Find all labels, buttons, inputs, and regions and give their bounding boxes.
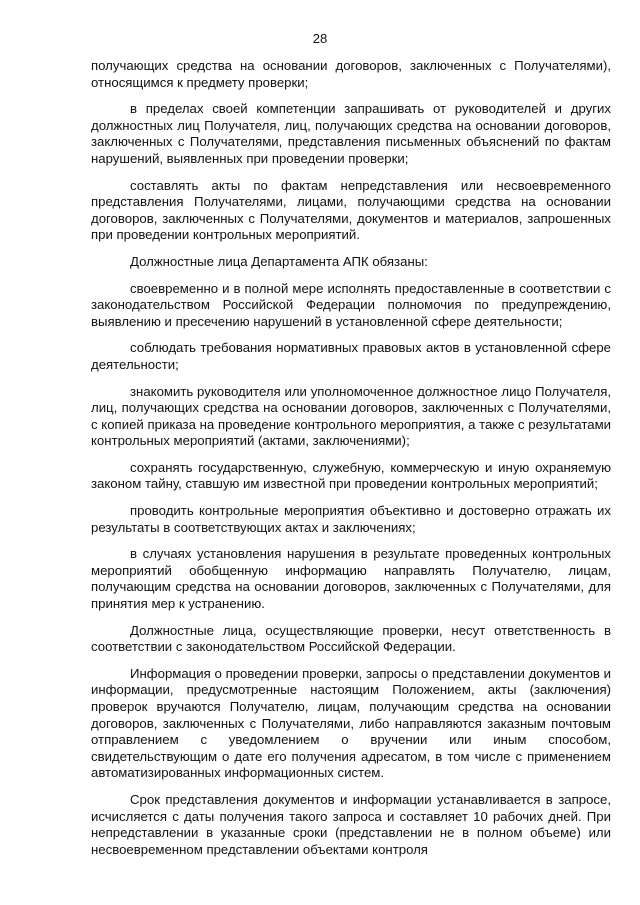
paragraph: получающих средства на основании договоров, заключенных с Получателями), относящимся к предмету проверки; [91,58,611,90]
paragraph: Информация о проведении проверки, запросы о представлении документов и информации, предусмотренные настоящим Положением, акты (заключения) проверок вручаются Получателю, лицам, получающим средства на основании договоров, заключенных с Получателями, либо направляются заказным почтовым отправлением с уведомлением о вручении или иным способом, свидетельствующим о дате его получения адресатом, в том числе с применением автоматизированных информационных систем. [91,665,611,781]
paragraph: знакомить руководителя или уполномоченное должностное лицо Получателя, лиц, получающих средства на основании договоров, заключенных с Получателями, с копией приказа на проведение контрольного мероприятия, а также с результатами контрольных мероприятий (актами, заключениями); [91,383,611,449]
paragraph: сохранять государственную, служебную, коммерческую и иную охраняемую законом тайну, ставшую им известной при проведении контрольных мероприятий; [91,459,611,492]
paragraph: в пределах своей компетенции запрашивать от руководителей и других должностных лиц Получателя, лиц, получающих средства на основании договоров, заключенных с Получателями, представления письменных объяснений по фактам нарушений, выявленных при проведении проверки; [91,101,611,166]
page-number: 28 [312,31,328,46]
paragraph: своевременно и в полной мере исполнять предоставленные в соответствии с законодательством Российской Федерации полномочия по предупреждению, выявлению и пресечению нарушений в установленной сфере деятельности; [91,280,611,329]
paragraph: Должностные лица Департамента АПК обязаны: [130,253,428,269]
document-body [91,58,611,868]
paragraph: в случаях установления нарушения в результате проведенных контрольных мероприятий обобщенную информацию направлять Получателю, лицам, получающим средства на основании договоров, заключенных с Получателями, для принятия мер к устранению. [91,546,611,612]
paragraph: проводить контрольные мероприятия объективно и достоверно отражать их результаты в соответствующих актах и заключениях; [91,503,611,535]
paragraph: Должностные лица, осуществляющие проверки, несут ответственность в соответствии с законодательством Российской Федерации. [91,622,611,655]
paragraph: соблюдать требования нормативных правовых актов в установленной сфере деятельности; [91,340,611,372]
paragraph: составлять акты по фактам непредставления или несвоевременного представления Получателями, лицами, получающими средства на основании договоров, заключенных с Получателями, документов и материалов, запрошенных при проведении контрольных мероприятий. [91,177,611,243]
paragraph: Срок представления документов и информации устанавливается в запросе, исчисляется с даты получения такого запроса и составляет 10 рабочих дней. При непредставлении в указанные сроки (представлении не в полном объеме) или несвоевременном представлении объектами контроля [91,791,611,857]
